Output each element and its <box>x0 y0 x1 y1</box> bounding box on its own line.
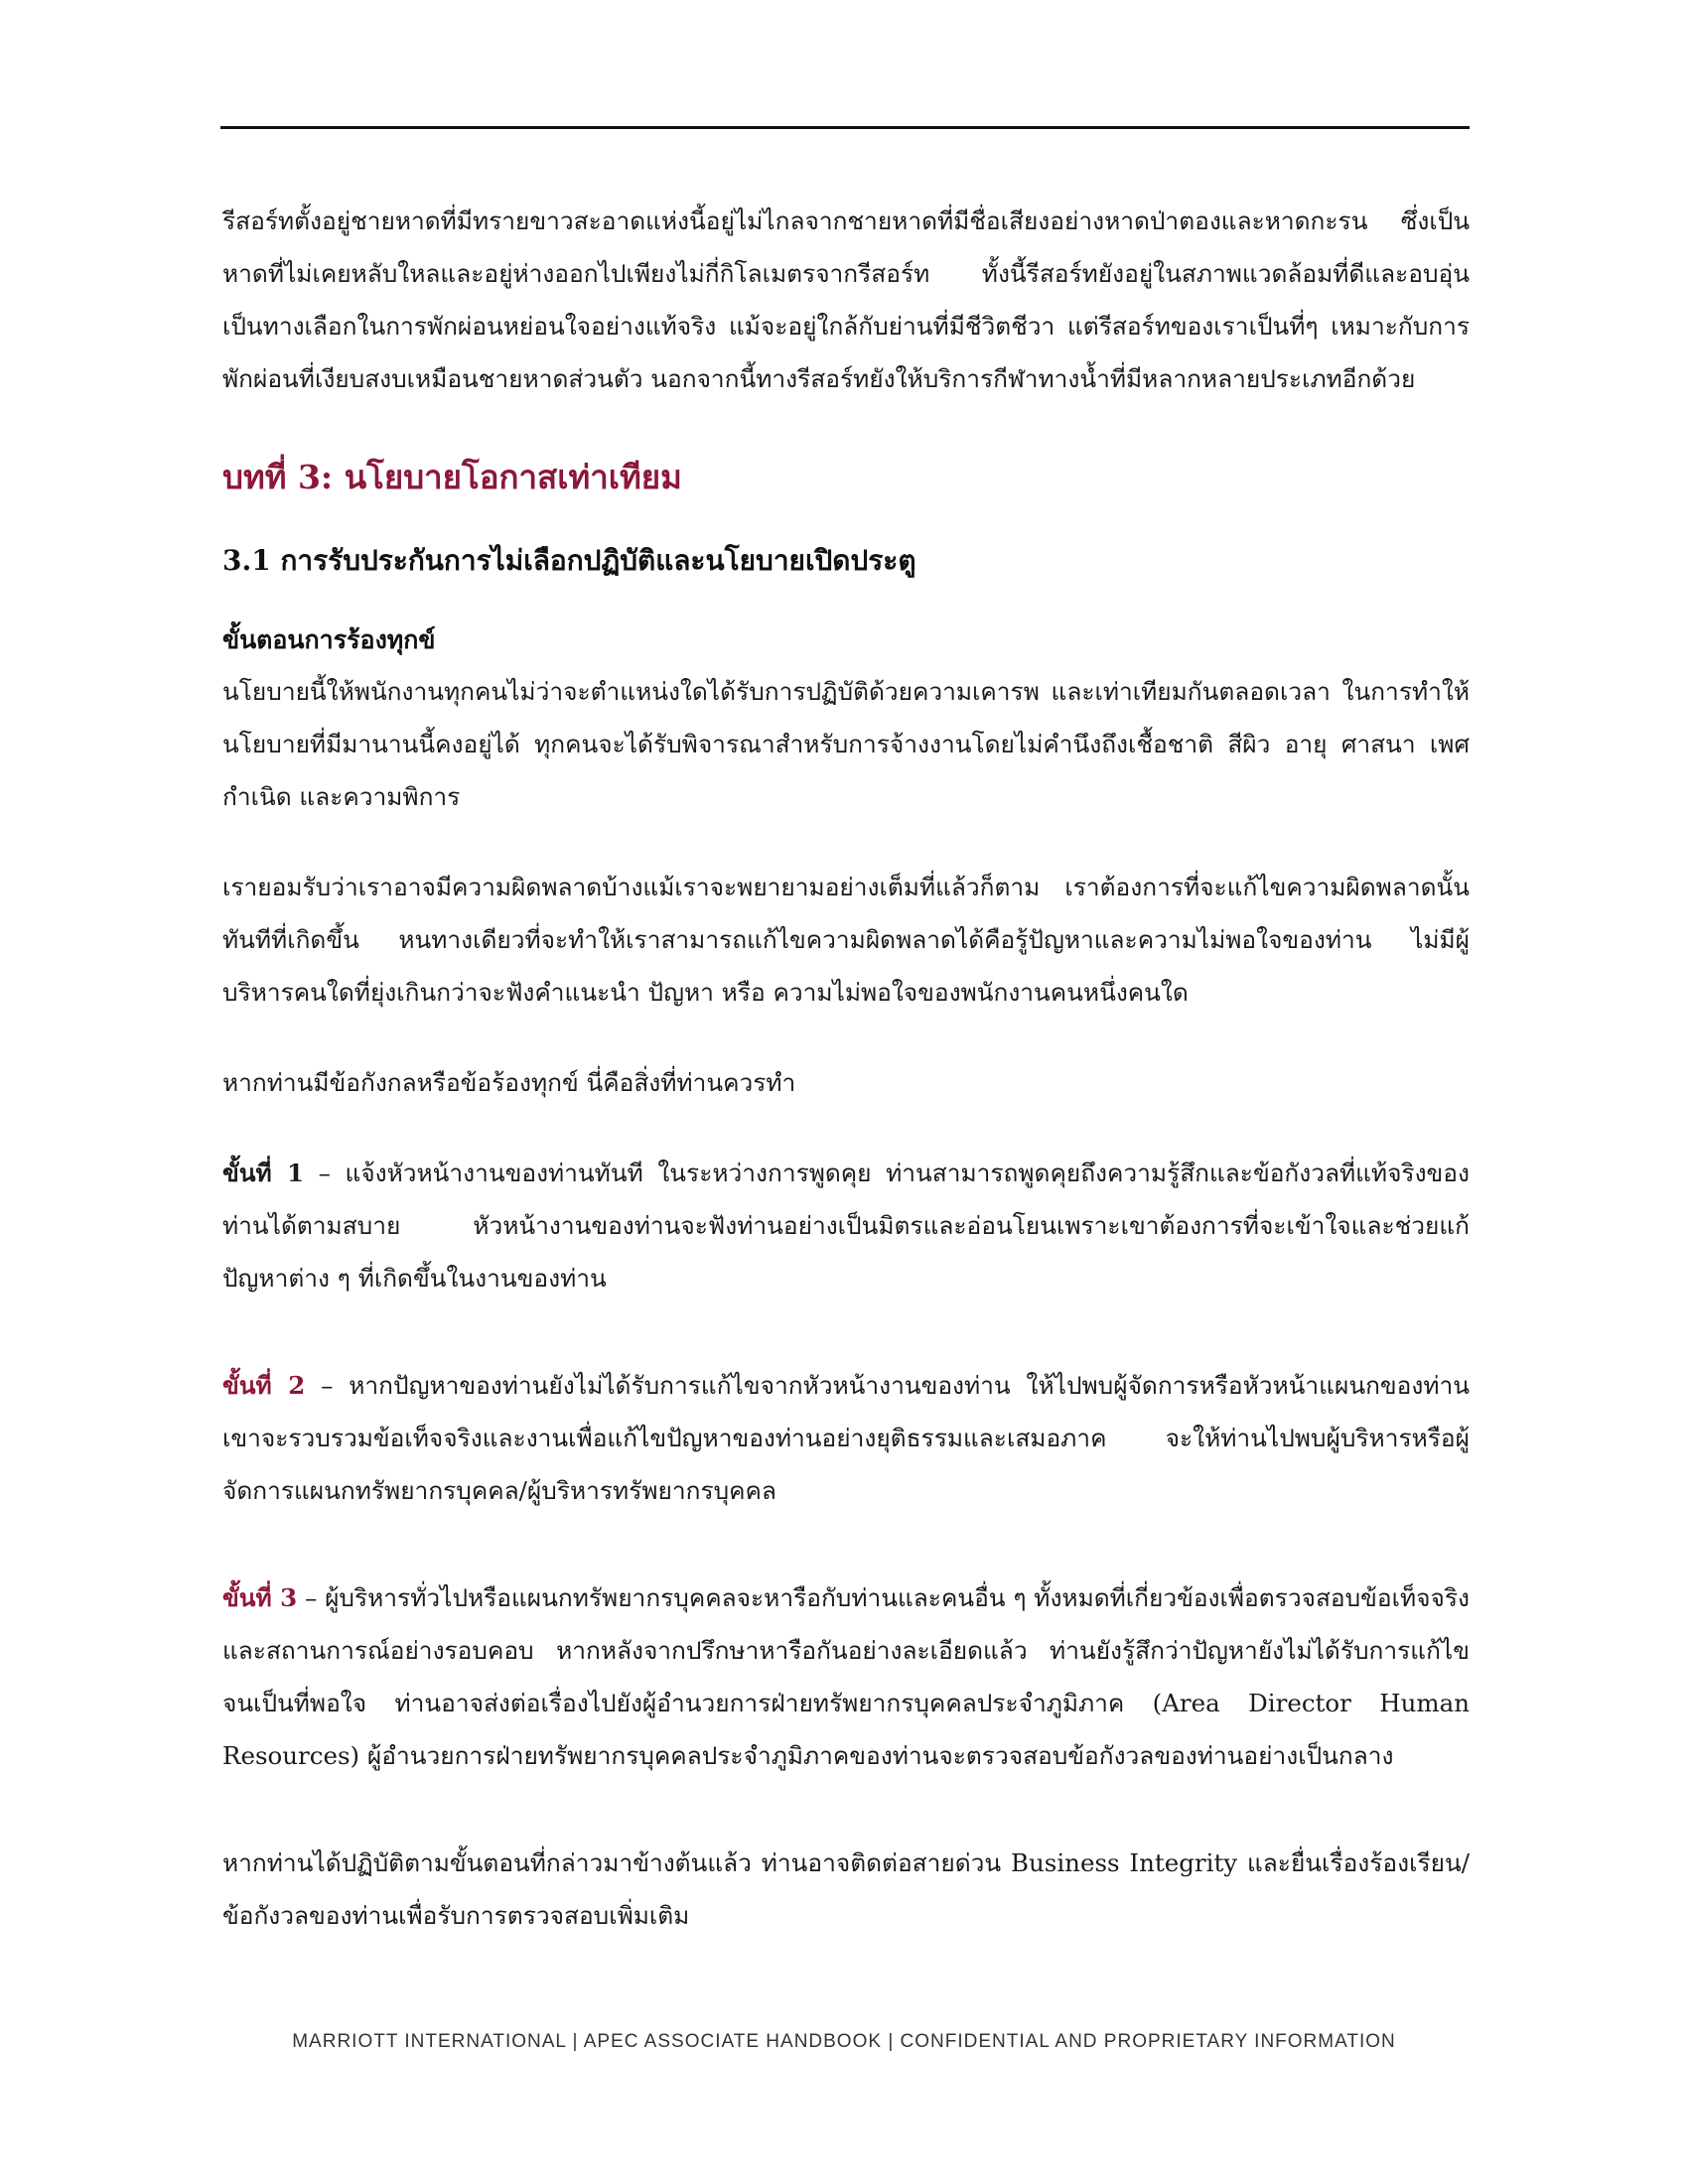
section-title: 3.1 การรับประกันการไม่เลือกปฏิบัติและนโยบายเปิดประตู <box>222 544 916 577</box>
document-body <box>222 195 1470 1942</box>
step-1-label: ขั้นที่ 1 <box>222 1159 305 1187</box>
step-2-text: – หากปัญหาของท่านยังไม่ได้รับการแก้ไขจากหัวหน้างานของท่าน ให้ไปพบผู้จัดการหรือหัวหน้าแผนกของท่าน เขาจะรวบรวมข้อเท็จจริงและงานเพื่อแก้ไขปัญหาของท่านอย่างยุติธรรมและเสมอภาค จะให้ท่านไปพบผู้บริหารหรือผู้จัดการแผนกทรัพยากรบุคคล/ผู้บริหารทรัพยากรบุคคล <box>222 1371 1470 1505</box>
step-3-paragraph <box>222 1571 1470 1782</box>
header-rule <box>220 126 1470 129</box>
grievance-subheading: ขั้นตอนการร้องทุกข์ <box>222 625 436 654</box>
step-1-text: – แจ้งหัวหน้างานของท่านทันที ในระหว่างการพูดคุย ท่านสามารถพูดคุยถึงความรู้สึกและข้อกังวลที่แท้จริงของท่านได้ตามสบาย หัวหน้างานของท่านจะฟังท่านอย่างเป็นมิตรและอ่อนโยนเพราะเขาต้องการที่จะเข้าใจและช่วยแก้ปัญหาต่าง ๆ ที่เกิดขึ้นในงานของท่าน <box>222 1159 1470 1293</box>
step-3-label: ขั้นที่ 3 <box>222 1583 298 1612</box>
mistakes-paragraph: เรายอมรับว่าเราอาจมีความผิดพลาดบ้างแม้เราจะพยายามอย่างเต็มที่แล้วก็ตาม เราต้องการที่จะแก้ไขความผิดพลาดนั้นทันทีที่เกิดขึ้น หนทางเดียวที่จะทำให้เราสามารถแก้ไขความผิดพลาดได้คือรู้ปัญหาและความไม่พอใจของท่าน ไม่มีผู้บริหารคนใดที่ยุ่งเกินกว่าจะฟังคำแนะนำ ปัญหา หรือ ความไม่พอใจของพนักงานคนหนึ่งคนใด <box>222 873 1470 1007</box>
step-1-paragraph <box>222 1147 1470 1304</box>
chapter-title: บทที่ 3: นโยบายโอกาสเท่าเทียม <box>222 458 682 496</box>
step-2-label: ขั้นที่ 2 <box>222 1371 306 1400</box>
step-2-paragraph <box>222 1359 1470 1517</box>
policy-paragraph: นโยบายนี้ให้พนักงานทุกคนไม่ว่าจะตำแหน่งใดได้รับการปฏิบัติด้วยความเคารพ และเท่าเทียมกันตลอดเวลา ในการทำให้นโยบายที่มีมานานนี้คงอยู่ได้ ทุกคนจะได้รับพิจารณาสำหรับการจ้างงานโดยไม่คำนึงถึงเชื้อชาติ สีผิว อายุ ศาสนา เพศกำเนิด และความพิการ <box>222 677 1470 811</box>
intro-paragraph: รีสอร์ทตั้งอยู่ชายหาดที่มีทรายขาวสะอาดแห่งนี้อยู่ไม่ไกลจากชายหาดที่มีชื่อเสียงอย่างหาดป่าตองและหาดกะรน ซึ่งเป็นหาดที่ไม่เคยหลับใหลและอยู่ห่างออกไปเพียงไม่กี่กิโลเมตรจากรีสอร์ท ทั้งนี้รีสอร์ทยังอยู่ในสภาพแวดล้อมที่ดีและอบอุ่น เป็นทางเลือกในการพักผ่อนหย่อนใจอย่างแท้จริง แม้จะอยู่ใกล้กับย่านที่มีชีวิตชีวา แต่รีสอร์ทของเราเป็นที่ๆ เหมาะกับการพักผ่อนที่เงียบสงบเหมือนชายหาดส่วนตัว นอกจากนี้ทางรีสอร์ทยังให้บริการกีฬาทางน้ำที่มีหลากหลายประเภทอีกด้วย <box>222 206 1470 393</box>
page-footer: MARRIOTT INTERNATIONAL | APEC ASSOCIATE HANDBOOK | CONFIDENTIAL AND PROPRIETARY INFORMATION <box>292 2031 1396 2052</box>
instructions-paragraph: หากท่านมีข้อกังกลหรือข้อร้องทุกข์ นี่คือสิ่งที่ท่านควรทำ <box>222 1068 796 1097</box>
final-paragraph: หากท่านได้ปฏิบัติตามขั้นตอนที่กล่าวมาข้างต้นแล้ว ท่านอาจติดต่อสายด่วน Business Integrity และยื่นเรื่องร้องเรียน/ข้อกังวลของท่านเพื่อรับการตรวจสอบเพิ่มเติม <box>222 1848 1470 1930</box>
step-3-text: – ผู้บริหารทั่วไปหรือแผนกทรัพยากรบุคคลจะหารือกับท่านและคนอื่น ๆ ทั้งหมดที่เกี่ยวข้องเพื่อตรวจสอบข้อเท็จจริงและสถานการณ์อย่างรอบคอบ หากหลังจากปรึกษาหารือกันอย่างละเอียดแล้ว ท่านยังรู้สึกว่าปัญหายังไม่ได้รับการแก้ไขจนเป็นที่พอใจ ท่านอาจส่งต่อเรื่องไปยังผู้อำนวยการฝ่ายทรัพยากรบุคคลประจำภูมิภาค (Area Director Human Resources) ผู้อำนวยการฝ่ายทรัพยากรบุคคลประจำภูมิภาคของท่านจะตรวจสอบข้อกังวลของท่านอย่างเป็นกลาง <box>222 1583 1470 1770</box>
